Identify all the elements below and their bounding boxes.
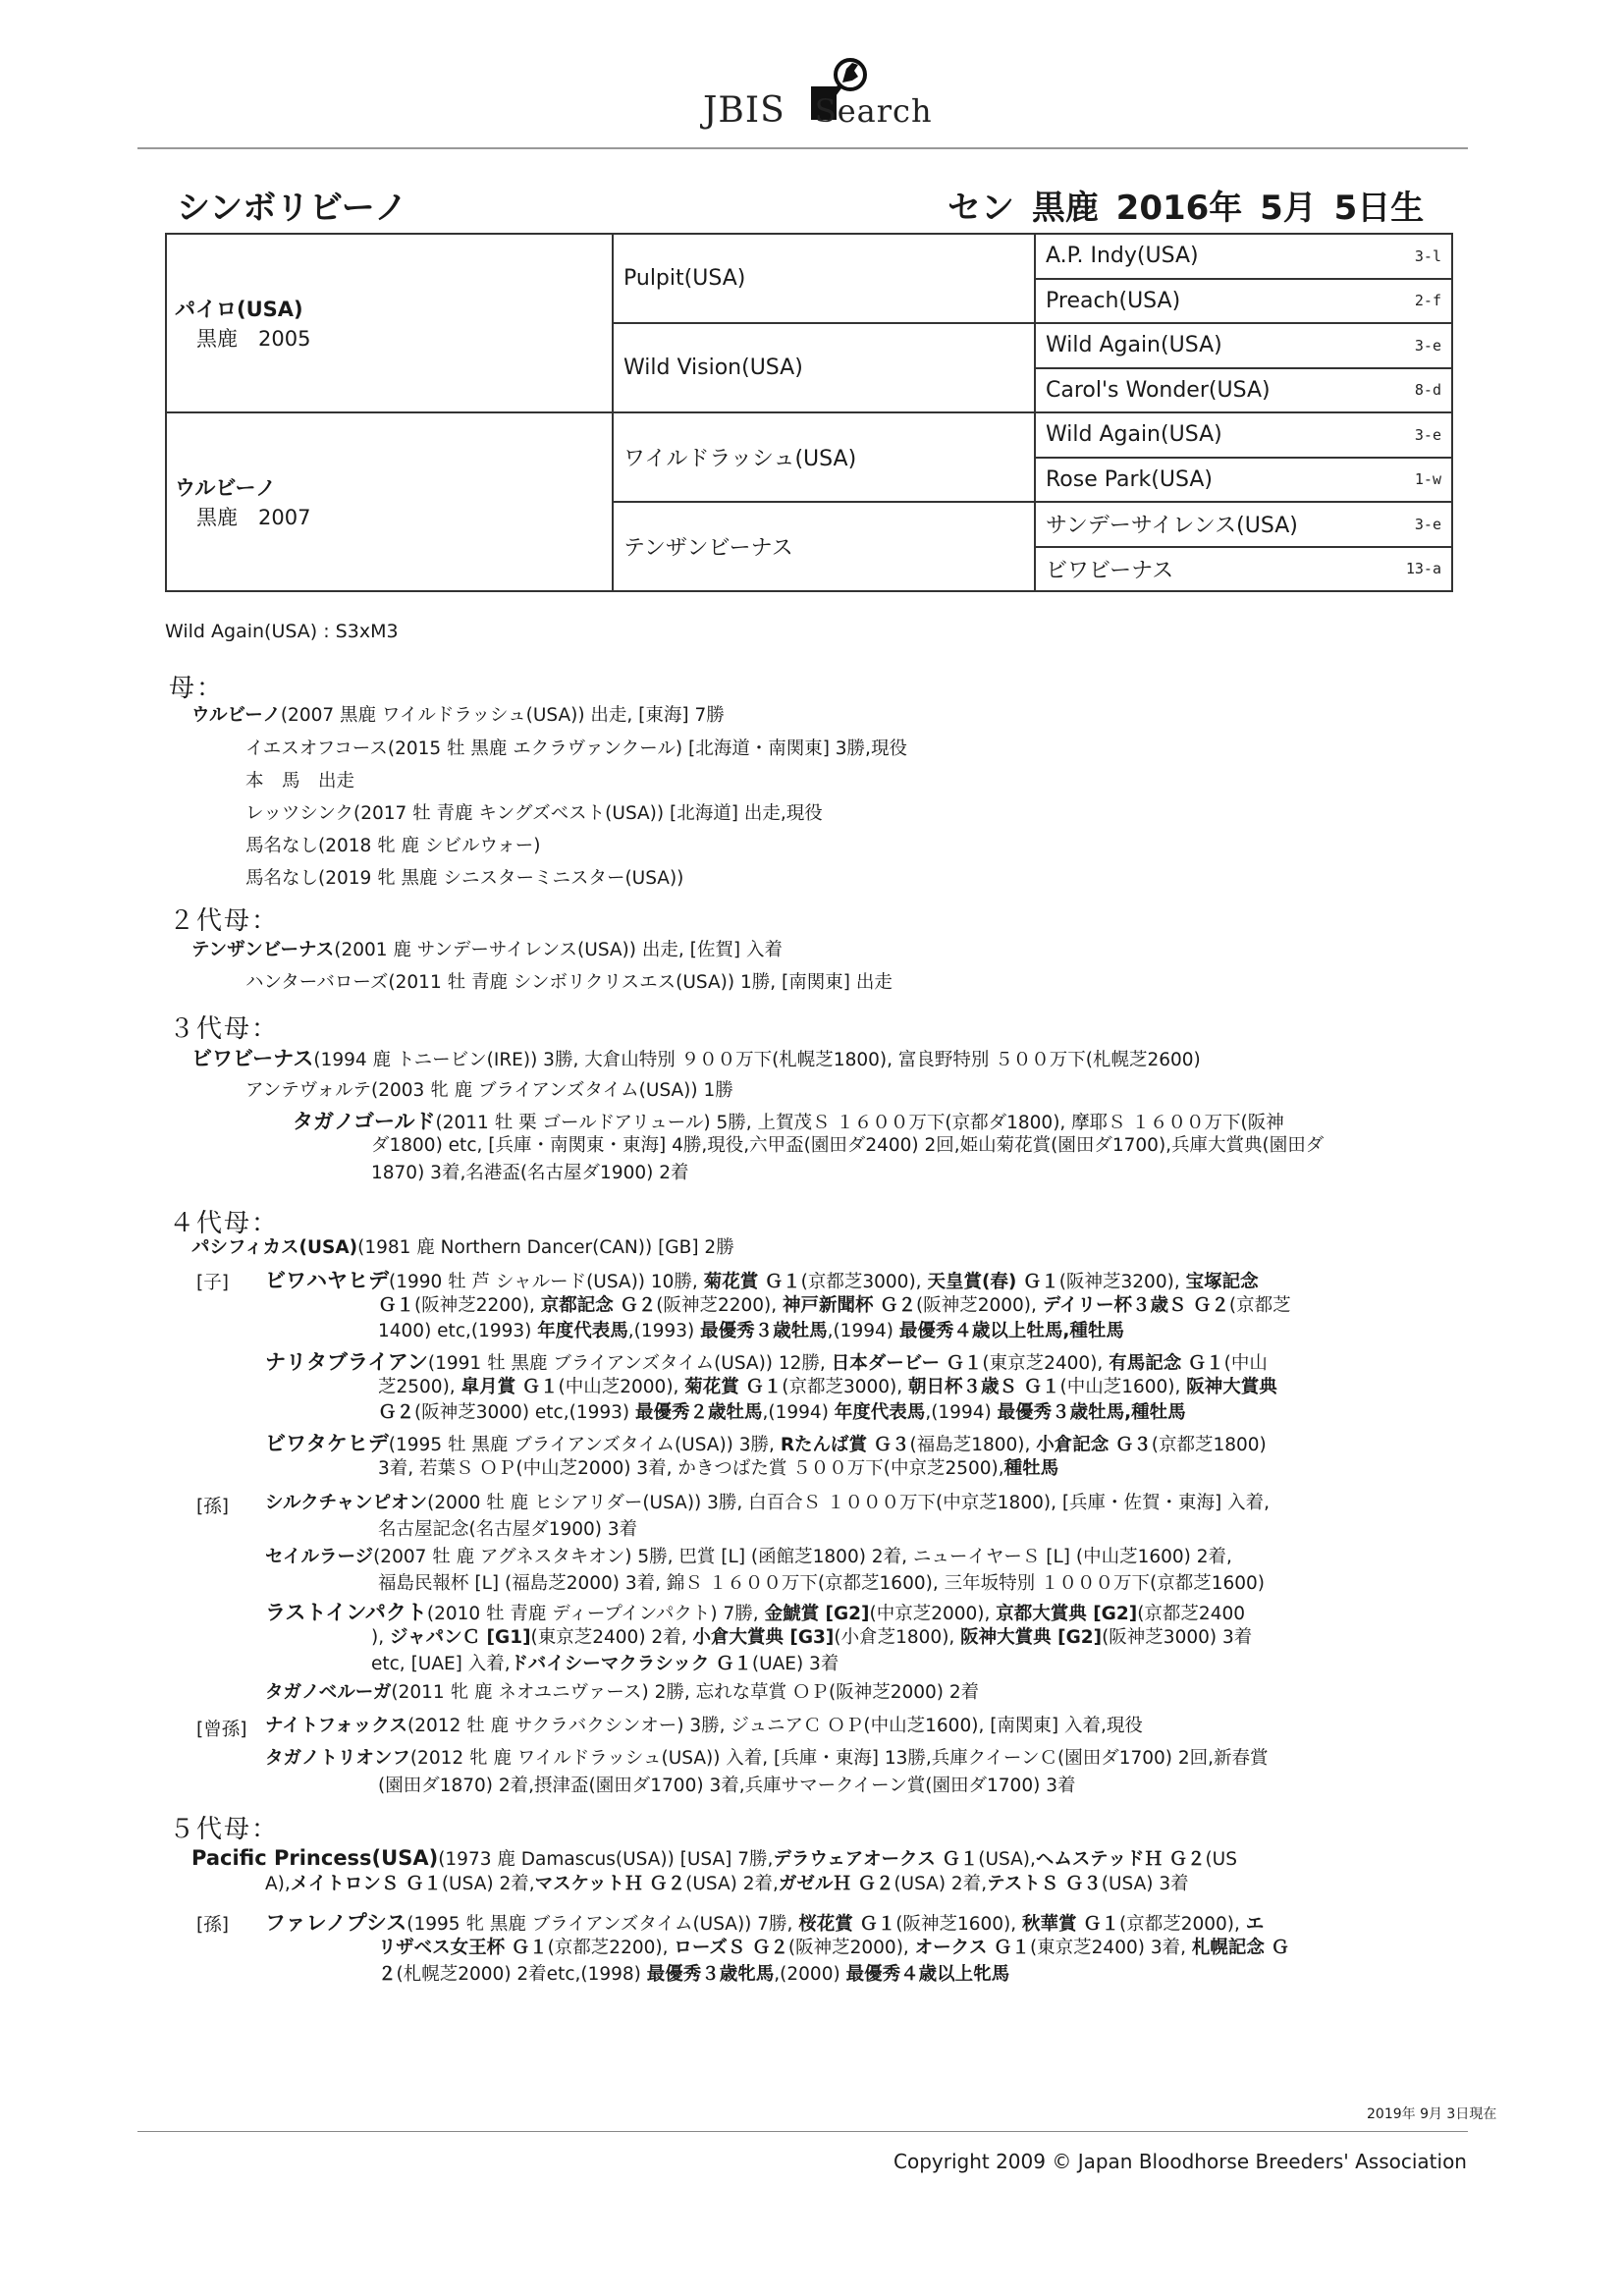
record-text: (東京芝2400), xyxy=(982,1353,1110,1374)
record-text: (1981 鹿 Northern Dancer(CAN)) [GB] 2勝 xyxy=(357,1237,734,1258)
section-gen5: ５代母： xyxy=(169,1815,280,1844)
record-text: レッツシンク(2017 牡 青鹿 キングズベスト(USA)) [北海道] 出走,現役 xyxy=(245,803,823,824)
bold-text: ドバイシーマクラシック Ｇ１ xyxy=(510,1654,752,1674)
sibling-record xyxy=(245,868,683,890)
tag-great-grandchild: [曾孫] xyxy=(196,1720,247,1740)
sibling-record xyxy=(245,738,907,760)
jbis-search-logo xyxy=(687,49,943,139)
record-text: 芝2500), xyxy=(378,1377,461,1397)
bold-text: リザベス女王杯 Ｇ１ xyxy=(378,1938,548,1958)
record-text: (1995 牝 黒鹿 ブライアンズタイム(USA)) 7勝, xyxy=(406,1914,799,1935)
record-text: (2007 黒鹿 ワイルドラッシュ(USA)) 出走, [東海] 7勝 xyxy=(280,705,725,726)
record-text: (中京芝2000), xyxy=(869,1604,997,1624)
bold-text: 小倉大賞典 [G3] xyxy=(692,1627,835,1648)
horse-name-emphasis: ビワタケヒデ xyxy=(265,1432,389,1455)
self-record xyxy=(245,771,354,793)
great-grandoffspring-record xyxy=(265,1748,1269,1770)
record-text: (1991 牡 黒鹿 ブライアンズタイム(USA)) 12勝, xyxy=(427,1353,832,1374)
bold-text: 種牡馬 xyxy=(1003,1458,1059,1479)
record-text: (阪神芝2000), xyxy=(915,1295,1043,1316)
record-continuation xyxy=(378,1938,1289,1959)
grandoffspring-record xyxy=(265,1493,1270,1514)
record-text: ダ1800) etc, [兵庫・南関東・東海] 4勝,現役,六甲盃(園田ダ2400) 2回,姫山菊花賞(園田ダ1700),兵庫大賞典(園田ダ xyxy=(371,1135,1325,1156)
bold-text: 阪神大賞典 xyxy=(1186,1377,1277,1397)
bold-text: ローズＳ Ｇ２ xyxy=(674,1938,788,1958)
record-continuation xyxy=(378,1295,1291,1317)
record-text: (2001 鹿 サンデーサイレンス(USA)) 出走, [佐賀] 入着 xyxy=(334,940,783,960)
bold-text: ガゼルＨ Ｇ２ xyxy=(778,1874,894,1894)
record-text: ハンターバローズ(2011 牡 青鹿 シンボリクリスエス(USA)) 1勝, [南関東] 出走 xyxy=(245,972,893,993)
record-text: (US xyxy=(1205,1849,1237,1870)
record-text: (阪神芝3200), xyxy=(1058,1272,1186,1292)
record-continuation xyxy=(378,1519,637,1541)
bold-text: シルクチャンピオン xyxy=(265,1493,428,1513)
bold-text: マスケットＨ Ｇ２ xyxy=(534,1874,686,1894)
bold-text: タガノベルーガ xyxy=(265,1682,392,1703)
bold-text: ２ xyxy=(378,1964,397,1985)
record-text: ,(2000) xyxy=(774,1964,846,1985)
section-dam: 母： xyxy=(169,674,225,703)
record-continuation xyxy=(265,1874,1189,1895)
horse-name-emphasis: タガノゴールド xyxy=(293,1110,436,1133)
bold-text: 朝日杯３歳Ｓ Ｇ１ xyxy=(908,1377,1060,1397)
bold-text: メイトロンＳ Ｇ１ xyxy=(290,1874,442,1894)
bold-text: ナイトフォックス xyxy=(265,1716,408,1736)
ancestor-name: Wild Again(USA) xyxy=(1046,333,1222,358)
copyright: Copyright 2009 © Japan Bloodhorse Breeders' Association xyxy=(893,2150,1467,2173)
record-text: (小倉芝1800), xyxy=(834,1627,961,1648)
logo-jbis: JBIS xyxy=(703,90,785,131)
sire-cell xyxy=(166,234,613,412)
record-text: (阪神芝1600), xyxy=(895,1914,1023,1935)
gen3-offspring-record xyxy=(245,1080,733,1102)
bold-text: Ｇ２ xyxy=(378,1402,415,1423)
family-number: 1-w xyxy=(1414,470,1441,489)
record-text: (中山芝2000), xyxy=(558,1377,685,1397)
offspring-record xyxy=(265,1350,1268,1375)
record-continuation xyxy=(371,1135,1324,1157)
record-text: (阪神芝2200), xyxy=(656,1295,784,1316)
header-rule xyxy=(137,147,1468,149)
record-text: (2000 牡 鹿 ヒシアリダー(USA)) 3勝, 白百合Ｓ １０００万下(中京芝1800), [兵庫・佐賀・東海] 入着, xyxy=(427,1493,1271,1513)
bold-text: 最優秀２歳牡馬 xyxy=(635,1402,763,1423)
horse-name: シンボリビーノ xyxy=(177,189,408,228)
record-text: (園田ダ1870) 2着,摂津盃(園田ダ1700) 3着,兵庫サマークイーン賞(園田ダ1700) 3着 xyxy=(378,1776,1076,1796)
horse-name-emphasis: ラストインパクト xyxy=(265,1601,427,1624)
record-continuation xyxy=(378,1377,1277,1398)
record-text: (2010 牡 青鹿 ディープインパクト) 7勝, xyxy=(426,1604,765,1624)
bold-text: 最優秀４歳以上牡馬,種牡馬 xyxy=(898,1321,1124,1341)
sibling-record xyxy=(245,836,540,857)
horse-name-emphasis: ファレノプシス xyxy=(265,1911,407,1935)
bold-text: 天皇賞(春) Ｇ１ xyxy=(927,1272,1059,1292)
family-number: 3-l xyxy=(1414,246,1441,265)
record-text: (阪神芝3000) 3着 xyxy=(1102,1627,1253,1648)
record-continuation xyxy=(371,1627,1252,1649)
grandoffspring-record xyxy=(265,1911,1264,1936)
record-text: (京都芝2000), xyxy=(1118,1914,1246,1935)
horse-name-emphasis: ビワハヤヒデ xyxy=(265,1269,389,1292)
bold-text: 金鯱賞 [G2] xyxy=(764,1604,870,1624)
section-gen4: ４代母： xyxy=(169,1209,280,1238)
bold-text: テストＳ Ｇ３ xyxy=(987,1874,1102,1894)
record-continuation xyxy=(378,1402,1186,1424)
offspring-record xyxy=(265,1269,1259,1293)
family-number: 3-e xyxy=(1414,515,1441,533)
bold-text: 皐月賞 Ｇ１ xyxy=(460,1377,559,1397)
record-text: 名古屋記念(名古屋ダ1900) 3着 xyxy=(378,1519,638,1540)
family-number: 8-d xyxy=(1414,381,1441,400)
record-text: (2011 牡 栗 ゴールドアリュール) 5勝, 上賀茂Ｓ １６００万下(京都ダ1800), 摩耶Ｓ １６００万下(阪神 xyxy=(435,1113,1284,1133)
record-text: 馬名なし(2018 牝 鹿 シビルウォー) xyxy=(245,836,541,856)
record-text: etc, [UAE] 入着, xyxy=(371,1654,511,1674)
gen4-dam-record xyxy=(191,1237,734,1259)
record-text: ), xyxy=(371,1627,390,1648)
gen2-offspring-record xyxy=(245,972,893,994)
record-text: (2012 牝 鹿 ワイルドラッシュ(USA)) 入着, [兵庫・東海] 13勝,兵庫クイーンＣ(園田ダ1700) 2回,新春賞 xyxy=(409,1748,1269,1769)
offspring-record xyxy=(265,1432,1267,1456)
horse-name-emphasis: ナリタブライアン xyxy=(265,1350,428,1374)
record-text: (1994 鹿 トニービン(IRE)) 3勝, 大倉山特別 ９００万下(札幌芝1800), 富良野特別 ５００万下(札幌芝2600) xyxy=(313,1050,1201,1070)
dam-dam: テンザンビーナス xyxy=(613,502,1035,591)
grandoffspring-record xyxy=(265,1682,979,1704)
tag-grandchild: [孫] xyxy=(196,1497,229,1517)
record-text: (USA) 2着, xyxy=(441,1874,535,1894)
record-text: (1990 牡 芦 シャルード(USA)) 10勝, xyxy=(389,1272,704,1292)
record-text: (2007 牡 鹿 アグネスタキオン) 5勝, 巴賞 [L] (函館芝1800) 2着, ニューイヤーＳ [L] (中山芝1600) 2着, xyxy=(373,1547,1232,1567)
bold-text: 阪神大賞典 [G2] xyxy=(960,1627,1103,1648)
record-text: 福島民報杯 [L] (福島芝2000) 3着, 錦Ｓ １６００万下(京都芝1600), 三年坂特別 １０００万下(京都芝1600) xyxy=(378,1573,1265,1594)
record-text: (1973 鹿 Damascus(USA)) [USA] 7勝, xyxy=(438,1849,774,1870)
bold-text: 菊花賞 Ｇ１ xyxy=(684,1377,783,1397)
record-text: (USA) 2着, xyxy=(893,1874,988,1894)
bold-text: デイリー杯３歳Ｓ Ｇ２ xyxy=(1042,1295,1229,1316)
bold-text: Rたんば賞 Ｇ３ xyxy=(780,1435,910,1455)
record-text: (京都芝1800) xyxy=(1151,1435,1267,1455)
record-text: ,(1994) xyxy=(827,1321,899,1341)
record-text: イエスオフコース(2015 牡 黒鹿 エクラヴァンクール) [北海道・南関東] 3勝,現役 xyxy=(245,738,907,759)
bold-text: テンザンビーナス xyxy=(191,940,335,960)
ancestor-name: ビワビーナス xyxy=(1046,558,1174,583)
grandoffspring-record xyxy=(265,1547,1232,1568)
bold-text: 有馬記念 Ｇ１ xyxy=(1109,1353,1224,1374)
record-text: (京都芝3000), xyxy=(782,1377,909,1397)
record-text: ,(1994) xyxy=(925,1402,998,1423)
record-text: (2012 牡 鹿 サクラバクシンオー) 3勝, ジュニアＣ ＯＰ(中山芝1600), [南関東] 入着,現役 xyxy=(407,1716,1143,1736)
bold-text: 秋華賞 Ｇ１ xyxy=(1022,1914,1119,1935)
bold-text: 年度代表馬 xyxy=(537,1321,628,1341)
bold-text: オークス Ｇ１ xyxy=(914,1938,1030,1958)
record-text: (京都芝2200), xyxy=(547,1938,675,1958)
bold-text: エ xyxy=(1245,1914,1265,1935)
gen3-dam-record xyxy=(191,1047,1201,1071)
bold-text: 桜花賞 Ｇ１ xyxy=(798,1914,896,1935)
record-continuation xyxy=(371,1163,689,1184)
bold-text: ヘムステッドＨ Ｇ２ xyxy=(1035,1849,1206,1870)
record-text: (京都芝 xyxy=(1228,1295,1291,1316)
gen2-dam-record xyxy=(191,940,783,961)
record-text: (UAE) 3着 xyxy=(751,1654,839,1674)
family-number: 3-e xyxy=(1414,336,1441,355)
record-text: (阪神芝2200), xyxy=(414,1295,541,1316)
record-text: (京都芝3000), xyxy=(800,1272,928,1292)
record-text: 1400) etc,(1993) xyxy=(378,1321,538,1341)
record-continuation xyxy=(378,1964,1009,1986)
bold-text: ウルビーノ xyxy=(191,705,281,726)
record-text: ,(1993) xyxy=(627,1321,701,1341)
bold-text: Ｇ１ xyxy=(378,1295,415,1316)
sire-detail: 黒鹿 2005 xyxy=(196,327,311,351)
bold-text: タガノトリオンフ xyxy=(265,1748,410,1769)
ancestor-name: Rose Park(USA) xyxy=(1046,466,1213,492)
section-gen2: ２代母： xyxy=(169,906,280,936)
bold-text: 菊花賞 Ｇ１ xyxy=(703,1272,801,1292)
bold-text: 最優秀３歳牡馬,種牡馬 xyxy=(997,1402,1186,1423)
section-gen3: ３代母： xyxy=(169,1014,280,1044)
sire-sire: Pulpit(USA) xyxy=(613,234,1035,323)
record-text: (札幌芝2000) 2着etc,(1998) xyxy=(396,1964,647,1985)
bold-text: 札幌記念 Ｇ xyxy=(1191,1938,1289,1958)
sire-dam: Wild Vision(USA) xyxy=(613,323,1035,412)
bold-text: 神戸新聞杯 Ｇ２ xyxy=(783,1295,916,1316)
grandoffspring-record xyxy=(265,1601,1245,1625)
pedigree-table xyxy=(165,233,1453,592)
sibling-record xyxy=(245,803,823,825)
record-text: (京都芝2400 xyxy=(1137,1604,1246,1624)
record-continuation xyxy=(378,1573,1265,1595)
bold-text: 小倉記念 Ｇ３ xyxy=(1036,1435,1152,1455)
bold-text: 京都大賞典 [G2] xyxy=(996,1604,1138,1624)
record-text: (USA) 2着, xyxy=(685,1874,779,1894)
record-text: A), xyxy=(265,1874,291,1894)
bold-text: 最優秀３歳牡馬 xyxy=(700,1321,828,1341)
record-text: (阪神芝2000), xyxy=(787,1938,915,1958)
tag-grandchild-2: [孫] xyxy=(196,1915,229,1936)
record-text: ,(1994) xyxy=(762,1402,835,1423)
record-text: (東京芝2400) 2着, xyxy=(530,1627,693,1648)
family-number: 13-a xyxy=(1405,560,1441,578)
record-text: (中山芝1600), xyxy=(1059,1377,1187,1397)
bold-text: 年度代表馬 xyxy=(834,1402,926,1423)
horse-name-emphasis: Pacific Princess(USA) xyxy=(191,1846,439,1870)
sire-name: パイロ(USA) xyxy=(175,298,303,321)
record-continuation xyxy=(371,1654,839,1675)
bold-text: ジャパンＣ [G1] xyxy=(389,1627,531,1648)
record-text: (USA), xyxy=(978,1849,1036,1870)
dam-sire: ワイルドラッシュ(USA) xyxy=(613,412,1035,502)
bold-text: 京都記念 Ｇ２ xyxy=(540,1295,657,1316)
ancestor-name: Wild Again(USA) xyxy=(1046,422,1222,448)
record-text: (1995 牡 黒鹿 ブライアンズタイム(USA)) 3勝, xyxy=(388,1435,781,1455)
logo-search: Search xyxy=(814,92,933,130)
record-continuation xyxy=(378,1321,1124,1342)
record-text: 1870) 3着,名港盃(名古屋ダ1900) 2着 xyxy=(371,1163,689,1183)
bold-text: 日本ダービー Ｇ１ xyxy=(831,1353,983,1374)
bold-text: 最優秀３歳牝馬 xyxy=(646,1964,775,1985)
great-grandoffspring-record xyxy=(265,1716,1143,1737)
gen5-dam-record xyxy=(191,1846,1237,1871)
horse-name-emphasis: ビワビーナス xyxy=(191,1047,314,1070)
ancestor-name: Preach(USA) xyxy=(1046,288,1181,313)
record-text: (福島芝1800), xyxy=(909,1435,1037,1455)
record-text: 本 馬 出走 xyxy=(245,771,355,792)
ancestor-name: A.P. Indy(USA) xyxy=(1046,244,1199,269)
record-text: アンテヴォルテ(2003 牝 鹿 ブライアンズタイム(USA)) 1勝 xyxy=(245,1080,733,1101)
record-text: (中山 xyxy=(1223,1353,1268,1374)
record-text: 3着, 若葉Ｓ ＯＰ(中山芝2000) 3着, かきつばた賞 ５００万下(中京芝2500), xyxy=(378,1458,1004,1479)
bold-text: 宝塚記念 xyxy=(1185,1272,1259,1292)
horse-info: セン 黒鹿 2016年 5月 5日生 xyxy=(947,189,1425,228)
record-text: (東京芝2400) 3着, xyxy=(1029,1938,1192,1958)
dam-record xyxy=(191,705,725,727)
record-text: (USA) 3着 xyxy=(1101,1874,1189,1894)
family-number: 2-f xyxy=(1414,292,1441,310)
family-number: 3-e xyxy=(1414,425,1441,444)
ancestor-name: サンデーサイレンス(USA) xyxy=(1046,514,1298,539)
dam-detail: 黒鹿 2007 xyxy=(196,506,311,529)
record-continuation xyxy=(378,1776,1075,1797)
record-text: (阪神芝3000) etc,(1993) xyxy=(414,1402,635,1423)
bold-text: 最優秀４歳以上牝馬 xyxy=(845,1964,1010,1985)
inbreeding-note: Wild Again(USA) : S3xM3 xyxy=(165,621,399,642)
dam-name: ウルビーノ xyxy=(175,476,277,500)
dam-cell xyxy=(166,412,613,591)
tag-child: [子] xyxy=(196,1273,229,1293)
bold-text: セイルラージ xyxy=(265,1547,374,1567)
record-continuation xyxy=(378,1458,1058,1480)
footer-rule xyxy=(137,2131,1468,2132)
record-text: (2011 牝 鹿 ネオユニヴァース) 2勝, 忘れな草賞 ＯＰ(阪神芝2000) 2着 xyxy=(391,1682,980,1703)
as-of-date: 2019年 9月 3日現在 xyxy=(1367,2106,1497,2122)
ancestor-name: Carol's Wonder(USA) xyxy=(1046,377,1271,403)
record-text: 馬名なし(2019 牝 黒鹿 シニスターミニスター(USA)) xyxy=(245,868,684,889)
gen3-grandoffspring-record xyxy=(293,1110,1284,1134)
bold-text: パシフィカス(USA) xyxy=(191,1237,358,1258)
bold-text: デラウェアオークス Ｇ１ xyxy=(773,1849,979,1870)
